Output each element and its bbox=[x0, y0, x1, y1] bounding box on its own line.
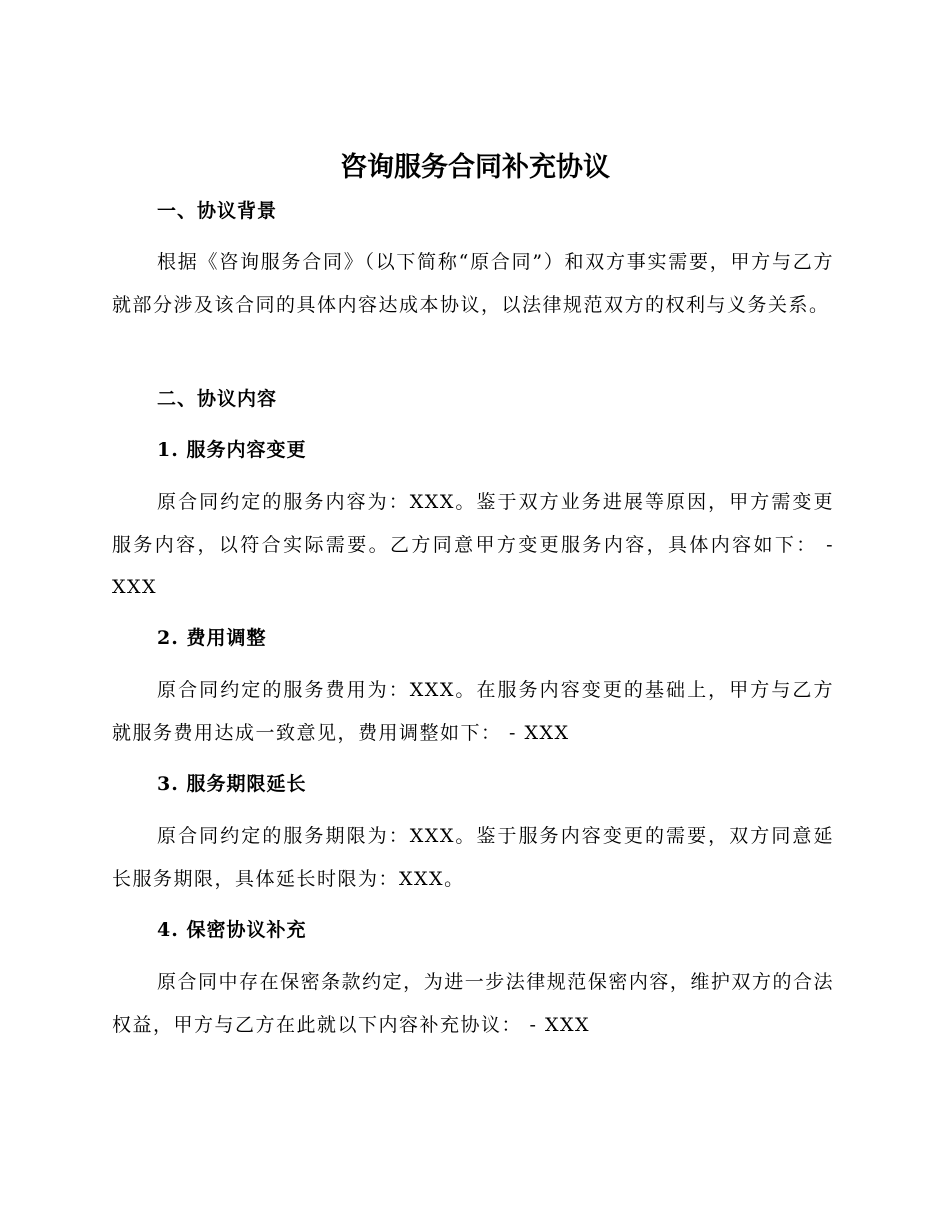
section-body-background: 根据《咨询服务合同》（以下简称“原合同”）和双方事实需要，甲方与乙方就部分涉及该合同的具体内容达成本协议，以法律规范双方的权利与义务关系。 bbox=[112, 251, 834, 316]
item-body-term-extension: 原合同约定的服务期限为：XXX。鉴于服务内容变更的需要，双方同意延长服务期限，具体延长时限为：XXX。 bbox=[112, 825, 834, 890]
item-heading-confidentiality: 4. 保密协议补充 bbox=[157, 919, 307, 941]
item-heading-fee-adjustment: 2. 费用调整 bbox=[157, 627, 267, 649]
item-heading-service-change: 1. 服务内容变更 bbox=[157, 439, 307, 461]
item-body-confidentiality: 原合同中存在保密条款约定，为进一步法律规范保密内容，维护双方的合法权益，甲方与乙方在此就以下内容补充协议： - XXX bbox=[112, 971, 834, 1036]
document-title: 咨询服务合同补充协议 bbox=[340, 152, 610, 183]
item-heading-term-extension: 3. 服务期限延长 bbox=[157, 773, 307, 795]
item-body-fee-adjustment: 原合同约定的服务费用为：XXX。在服务内容变更的基础上，甲方与乙方就服务费用达成一致意见，费用调整如下： - XXX bbox=[112, 679, 834, 744]
item-body-service-change: 原合同约定的服务内容为：XXX。鉴于双方业务进展等原因，甲方需变更服务内容，以符合实际需要。乙方同意甲方变更服务内容，具体内容如下： - XXX bbox=[112, 491, 834, 598]
section-heading-content: 二、协议内容 bbox=[157, 388, 278, 410]
section-heading-background: 一、协议背景 bbox=[157, 200, 278, 222]
